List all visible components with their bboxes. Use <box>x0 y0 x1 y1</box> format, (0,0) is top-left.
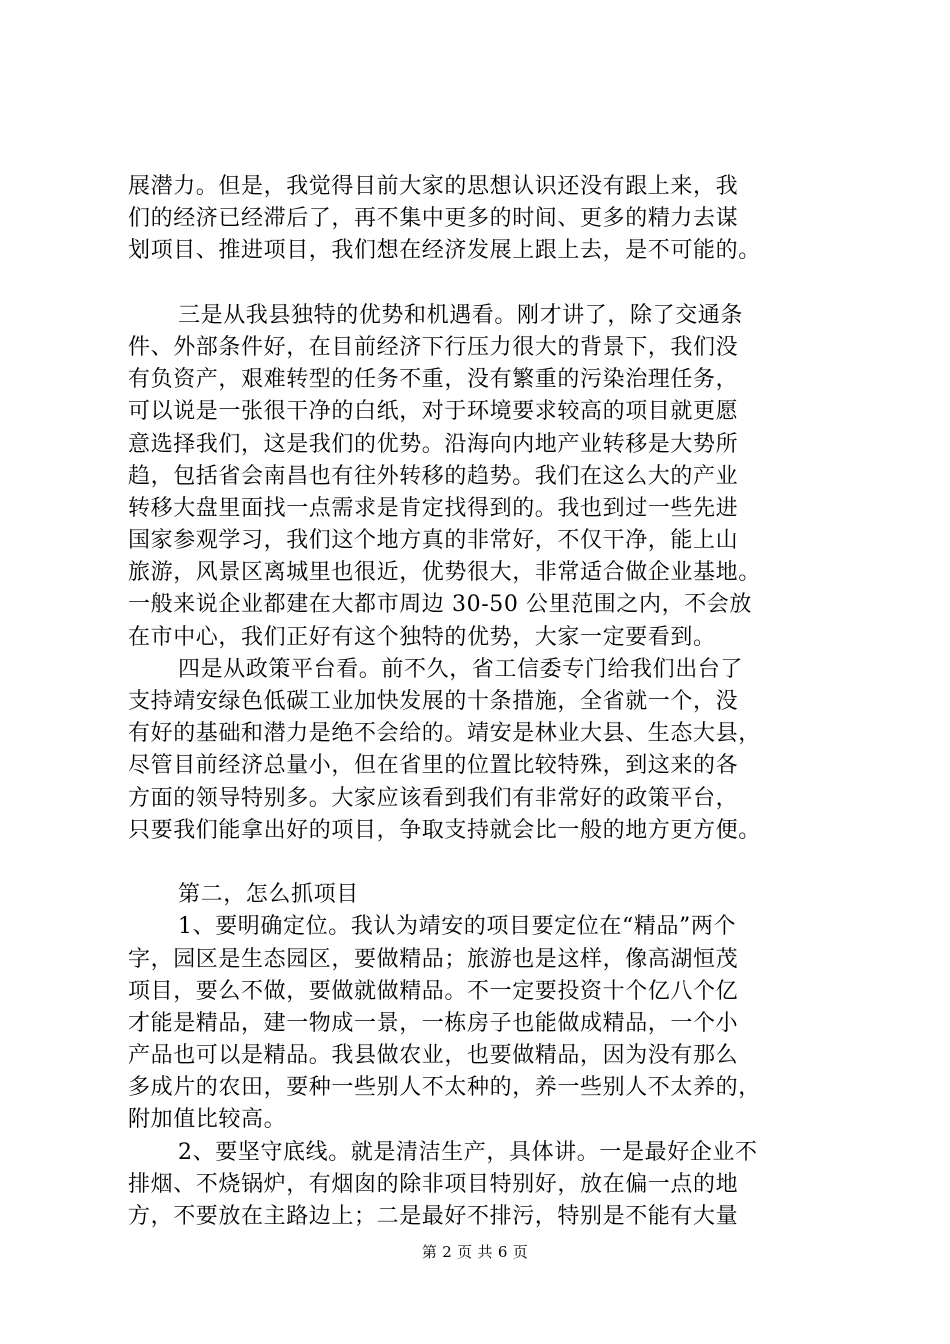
body-line: 可以说是一张很干净的白纸，对于环境要求较高的项目就更愿 <box>128 399 739 425</box>
paragraph-gap <box>128 268 828 300</box>
body-line: 旅游，风景区离城里也很近，优势很大，非常适合做企业基地。 <box>128 560 761 586</box>
body-line: 转移大盘里面找一点需求是肯定找得到的。我也到过一些先进 <box>128 495 739 521</box>
body-line: 三是从我县独特的优势和机遇看。刚才讲了，除了交通条 <box>178 302 744 328</box>
body-line: 排烟、不烧锅炉，有烟囱的除非项目特别好，放在偏一点的地 <box>128 1171 739 1197</box>
body-line: 在市中心，我们正好有这个独特的优势，大家一定要看到。 <box>128 624 716 650</box>
body-line: 件、外部条件好，在目前经济下行压力很大的背景下，我们没 <box>128 334 739 360</box>
body-line: 方面的领导特别多。大家应该看到我们有非常好的政策平台， <box>128 785 739 811</box>
body-line: 项目，要么不做，要做就做精品。不一定要投资十个亿八个亿 <box>128 978 739 1004</box>
body-line: 趋，包括省会南昌也有往外转移的趋势。我们在这么大的产业 <box>128 463 739 489</box>
body-line: 有好的基础和潜力是绝不会给的。靖安是林业大县、生态大县， <box>128 721 761 747</box>
body-line: 划项目、推进项目，我们想在经济发展上跟上去，是不可能的。 <box>128 238 761 264</box>
body-line: 支持靖安绿色低碳工业加快发展的十条措施，全省就一个，没 <box>128 689 739 714</box>
document-body <box>128 171 828 1233</box>
page-number-label: 第 2 页 共 6 页 <box>421 1243 529 1261</box>
body-line: 1、要明确定位。我认为靖安的项目要定位在“精品”两个 <box>178 914 737 940</box>
body-line: 四是从政策平台看。前不久，省工信委专门给我们出台了 <box>178 656 744 682</box>
body-line: 字，园区是生态园区，要做精品；旅游也是这样，像高湖恒茂 <box>128 946 739 972</box>
body-line: 有负资产，艰难转型的任务不重，没有繁重的污染治理任务， <box>128 367 739 393</box>
body-line: 展潜力。但是，我觉得目前大家的思想认识还没有跟上来，我 <box>128 174 739 199</box>
body-line: 才能是精品，建一物成一景，一栋房子也能做成精品，一个小 <box>128 1010 739 1036</box>
body-line: 附加值比较高。 <box>128 1107 287 1133</box>
body-line: 只要我们能拿出好的项目，争取支持就会比一般的地方更方便。 <box>128 817 761 843</box>
body-line: 尽管目前经济总量小，但在省里的位置比较特殊，到这来的各 <box>128 753 739 779</box>
body-line: 产品也可以是精品。我县做农业，也要做精品，因为没有那么 <box>128 1043 739 1069</box>
paragraph-gap <box>128 847 828 879</box>
body-line: 意选择我们，这是我们的优势。沿海向内地产业转移是大势所 <box>128 431 739 457</box>
body-line: 们的经济已经滞后了，再不集中更多的时间、更多的精力去谋 <box>128 206 739 232</box>
body-line: 方，不要放在主路边上；二是最好不排污，特别是不能有大量 <box>128 1204 739 1229</box>
section-heading: 第二，怎么抓项目 <box>178 882 359 908</box>
body-line: 国家参观学习，我们这个地方真的非常好，不仅干净，能上山 <box>128 528 739 554</box>
body-line: 2、要坚守底线。就是清洁生产，具体讲。一是最好企业不 <box>178 1139 758 1165</box>
page-footer <box>0 1241 950 1262</box>
body-line: 多成片的农田，要种一些别人不太种的，养一些别人不太养的， <box>128 1075 761 1101</box>
body-line: 一般来说企业都建在大都市周边 30-50 公里范围之内，不会放 <box>128 592 753 618</box>
